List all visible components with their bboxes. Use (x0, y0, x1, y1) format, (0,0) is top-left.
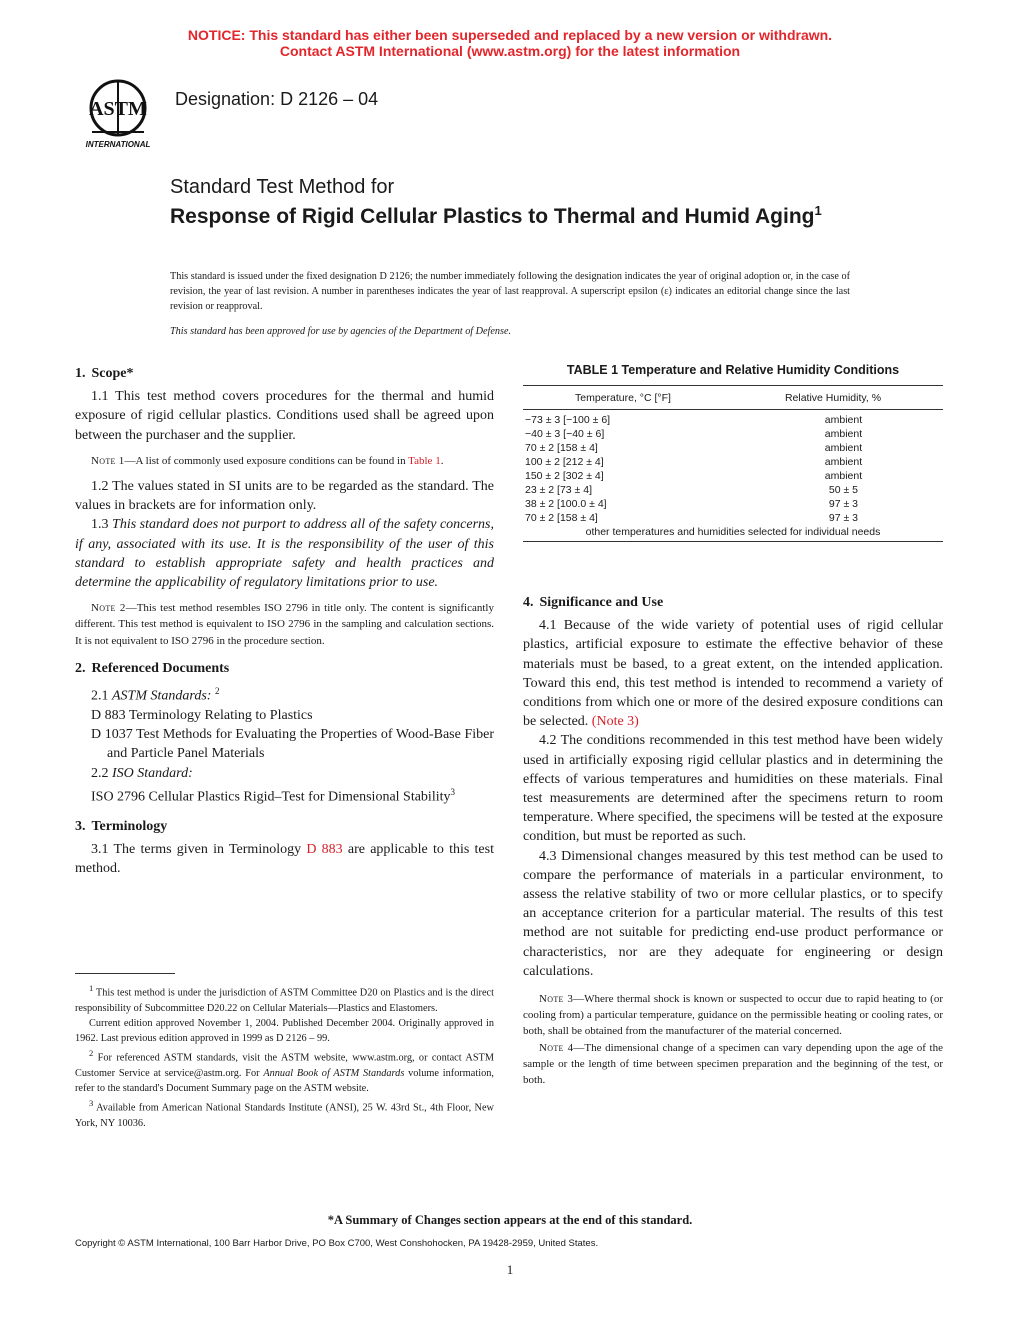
table-1 (523, 363, 943, 542)
para-2-1: 2.1 ASTM Standards: $^2$ (91, 686, 220, 704)
para-1-2: 1.2 The values stated in SI units are to be regarded as the standard. The values in brackets are for information only. (75, 479, 494, 514)
footnote-1b: Current edition approved November 1, 2004. Published December 2004. Originally approved in 1962. Last previous edition approved in 1999 as D 2126 – 99. (75, 1017, 494, 1045)
ref-iso-2796: ISO 2796 Cellular Plastics Rigid–Test for Dimensional Stability$^3$ (91, 786, 455, 805)
note-1: Note 1—A list of commonly used exposure conditions can be found in Table 1. (91, 454, 444, 467)
para-1-3: 1.3 This standard does not purport to address all of the safety concerns, if any, associated with its use. It is the responsibility of the user of this standard to establish appropriate safety and health practices and determine the applicability of regulatory limitations prior to use. (75, 517, 494, 591)
note-3: Note 3—Where thermal shock is known or suspected to occur due to rapid heating to (or cooling from) a particular temperature, guidance on the permissible heating or cooling rates, or both, shall be obtained from the manufacturer of the material concerned. (523, 993, 943, 1038)
preamble-dod: This standard has been approved for use by agencies of the Department of Defense. (170, 326, 512, 337)
note-4: Note 4—The dimensional change of a specimen can vary depending upon the age of the sample or the length of time between specimen preparation and the beginning of the test, or both. (523, 1041, 943, 1087)
section-1-heading: 1. Scope* (75, 366, 134, 381)
table-row: −73 ± 3 [−100 ± 6] ambient (525, 414, 863, 426)
title-main: Response of Rigid Cellular Plastics to Thermal and Humid Aging (170, 205, 815, 228)
d883-link[interactable]: D 883 (306, 841, 343, 857)
para-2-2: 2.2 ISO Standard: (91, 765, 193, 781)
table-row: 100 ± 2 [212 ± 4] ambient (525, 456, 863, 468)
ref-d1037: D 1037 Test Methods for Evaluating the Properties of Wood-Base Fiber and Particle Panel Materials (91, 727, 494, 762)
para-3-1: 3.1 The terms given in Terminology D 883 are applicable to this test method. (75, 841, 494, 876)
left-column (75, 364, 494, 878)
preamble: This standard is issued under the fixed designation D 2126; the number immediately following the designation indicates the year of original adoption or, in the case of revision, the year of last revision. A number in parentheses indicates the year of last reapproval. A superscript epsilon (ε) indicates an editorial change since the last revision or reapproval. (170, 271, 850, 312)
right-column (523, 593, 943, 1088)
title-line-2 (170, 198, 870, 229)
table-row: 23 ± 2 [73 ± 4] 50 ± 5 (525, 484, 859, 496)
logo-text: ASTM (89, 98, 147, 120)
copyright: Copyright © ASTM International, 100 Barr Harbor Drive, PO Box C700, West Conshohocken, PA 19428-2959, United States. (75, 1238, 599, 1249)
table-footer: other temperatures and humidities selected for individual needs (523, 525, 943, 542)
footnote-rule (75, 973, 175, 974)
footnote-3: $^3$ Available from American National Standards Institute (ANSI), 25 W. 43rd St., 4th Floor, New York, NY 10036. (75, 1098, 494, 1129)
page-number: 1 (506, 1262, 514, 1277)
table-row: 150 ± 2 [302 ± 4] ambient (525, 470, 863, 482)
designation: Designation: D 2126 – 04 (175, 89, 379, 109)
title-superscript: 1 (814, 203, 822, 218)
section-4-heading: 4. Significance and Use (523, 595, 664, 610)
footnote-1: $^1$ This test method is under the jurisdiction of ASTM Committee D20 on Plastics and is the direct responsibility of Subcommittee D20.22 on Cellular Materials—Plastics and Elastomers. (75, 983, 494, 1014)
notice-line-2: Contact ASTM International (www.astm.org) for the latest information (279, 43, 741, 59)
summary-of-changes: *A Summary of Changes section appears at the end of this standard. (327, 1213, 693, 1227)
para-4-2: 4.2 The conditions recommended in this test method have been widely used in artificially exposing rigid cellular plastics and in determining the effects of various temperatures and humidities on these materials. Final test measurements are determined after the specimens return to room temperature. Where specified, the specimens will be tested at the exposure condition, but must be reported as such. (523, 733, 943, 845)
note-2: Note 2—This test method resembles ISO 2796 in title only. The content is significantly different. This test method is equivalent to ISO 2796 in the sampling and calculation sections. It is not equivalent to ISO 2796 in the procedure section. (75, 602, 494, 647)
table-header (523, 385, 943, 410)
table-row: 70 ± 2 [158 ± 4] ambient (525, 442, 863, 454)
footnotes (75, 981, 494, 1131)
para-4-1: 4.1 Because of the wide variety of potential uses of rigid cellular plastics, artificial exposure to estimate the effective behavior of these materials must be based, to a great extent, on the intended application. Toward this end, this test method is intended to recommend a variety of conditions from which one or more of the desired exposure conditions can be selected. (Note 3) (523, 618, 943, 730)
section-2-heading: 2. Referenced Documents (75, 660, 230, 676)
table-col-temperature: Temperature, °C [°F] (575, 392, 671, 404)
astm-logo (72, 74, 164, 154)
para-1-1: 1.1 This test method covers procedures for the thermal and humid exposure of rigid cellular plastics. Conditions used shall be agreed upon between the purchaser and the supplier. (75, 389, 494, 443)
table-row: 70 ± 2 [158 ± 4] 97 ± 3 (525, 512, 859, 524)
notice-line-1: NOTICE: This standard has either been superseded and replaced by a new version or withdrawn. (187, 27, 833, 43)
table-1-link[interactable]: Table 1 (408, 454, 441, 467)
logo-subtext: INTERNATIONAL (85, 140, 151, 149)
table-col-humidity: Relative Humidity, % (784, 392, 882, 404)
table-row: 38 ± 2 [100.0 ± 4] 97 ± 3 (525, 498, 859, 510)
ref-d883: D 883 Terminology Relating to Plastics (91, 707, 313, 723)
title-line-1: Standard Test Method for (170, 176, 395, 198)
note-3-link[interactable]: (Note 3) (591, 714, 639, 730)
footnote-2: $^2$ For referenced ASTM standards, visit the ASTM website, www.astm.org, or contact ASTM Customer Service at service@astm.org. For Annual Book of ASTM Standards volume information, refer to the standard's Document Summary page on the ASTM website. (75, 1048, 494, 1095)
para-4-3: 4.3 Dimensional changes measured by this test method can be used to compare the performance of materials in a particular environment, to assess the relative stability of two or more cellular plastics, or to specify an acceptance criterion for a particular material. The results of this test method are not suitable for predicting end-use product performance or characteristics, nor are they adequate for engineering or design calculations. (523, 848, 943, 979)
table-row: −40 ± 3 [−40 ± 6] ambient (525, 428, 863, 440)
section-3-heading: 3. Terminology (75, 818, 168, 834)
table-title: TABLE 1 Temperature and Relative Humidity Conditions (566, 363, 900, 377)
